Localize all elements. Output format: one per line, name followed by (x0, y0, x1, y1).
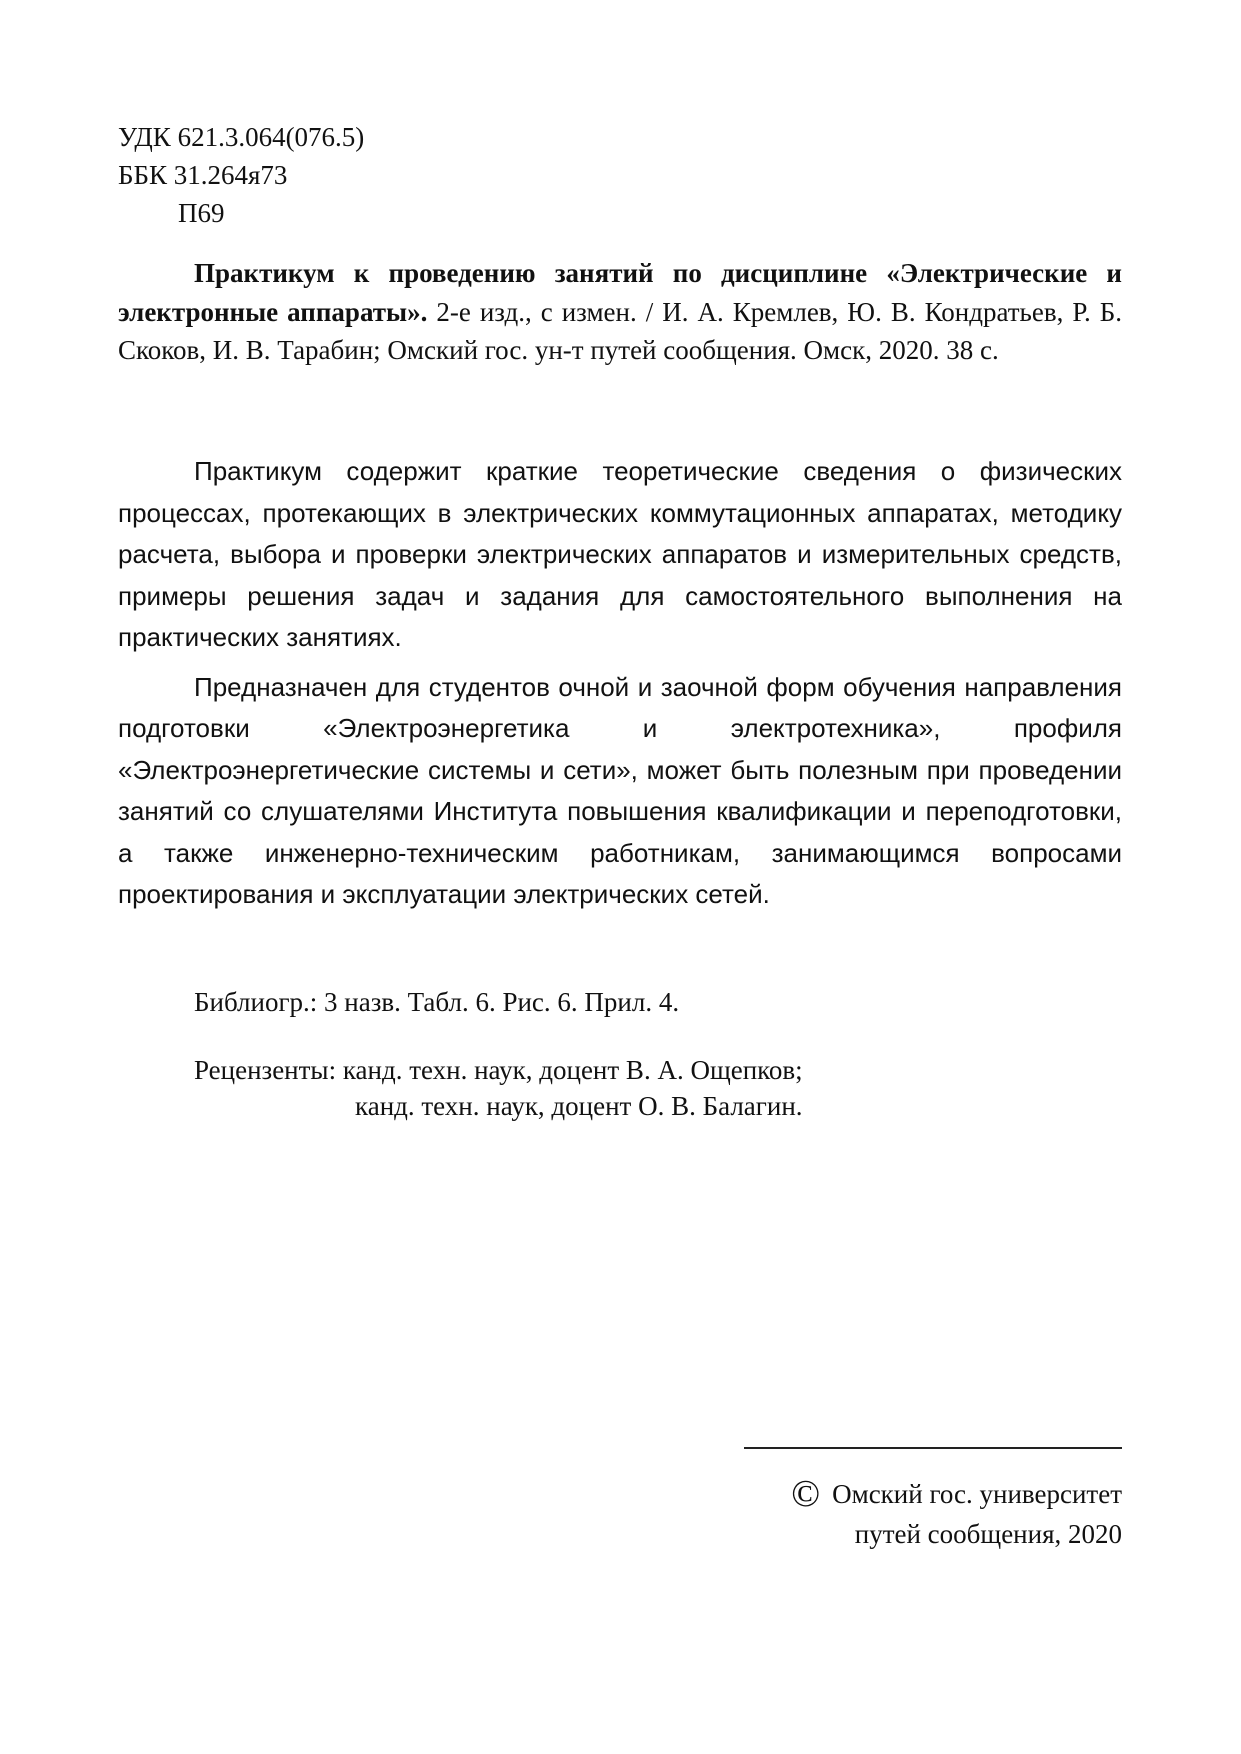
copyright-line-2: путей сообщения, 2020 (854, 1519, 1122, 1549)
bibliography-count: Библиогр.: 3 назв. Табл. 6. Рис. 6. Прил. 4. (194, 987, 680, 1017)
reviewers (194, 1052, 803, 1124)
abstract-paragraph-2: Предназначен для студентов очной и заочной форм обучения направления подготовки «Электроэнергетика и электротехника», профиля «Электроэнергетические системы и сети», может быть полезным при проведении занятий со слушателями Института повышения квалификации и переподготовки, а также инженерно-техническим работникам, занимающимся вопросами проектирования и эксплуатации электрических сетей. (118, 671, 1122, 909)
copyright-notice (791, 1474, 1122, 1554)
bbk-code: ББК 31.264я73 (118, 160, 288, 190)
bibliographic-description (118, 254, 1122, 370)
book-title: Практикум к проведению занятий по дисциплине «Электрические и электронные аппараты». (118, 258, 1122, 327)
copyright-line-1: Омский гос. университет (832, 1479, 1122, 1509)
udk-code: УДК 621.3.064(076.5) (118, 122, 365, 152)
classification-codes (118, 118, 364, 232)
reviewer-2: канд. техн. наук, доцент О. В. Балагин. (355, 1091, 803, 1121)
abstract (118, 451, 1122, 916)
reviewers-label: Рецензенты: (194, 1055, 337, 1085)
reviewer-1: канд. техн. наук, доцент В. А. Ощепков; (342, 1055, 803, 1085)
edition-authors-publisher: 2-е изд., с измен. / И. А. Кремлев, Ю. В. Кондратьев, Р. Б. Скоков, И. В. Тарабин; Омский гос. ун-т путей сообщения. Омск, 2020. 38 с. (118, 296, 1122, 365)
abstract-paragraph-1: Практикум содержит краткие теоретические сведения о физических процессах, протекающих в электрических коммутационных аппаратах, методику расчета, выбора и проверки электрических аппаратов и измерительных средств, примеры решения задач и задания для самостоятельного выполнения на практических занятиях. (118, 456, 1122, 652)
author-mark: П69 (178, 198, 225, 228)
divider-line (744, 1447, 1122, 1449)
copyright-icon: © (791, 1473, 821, 1515)
